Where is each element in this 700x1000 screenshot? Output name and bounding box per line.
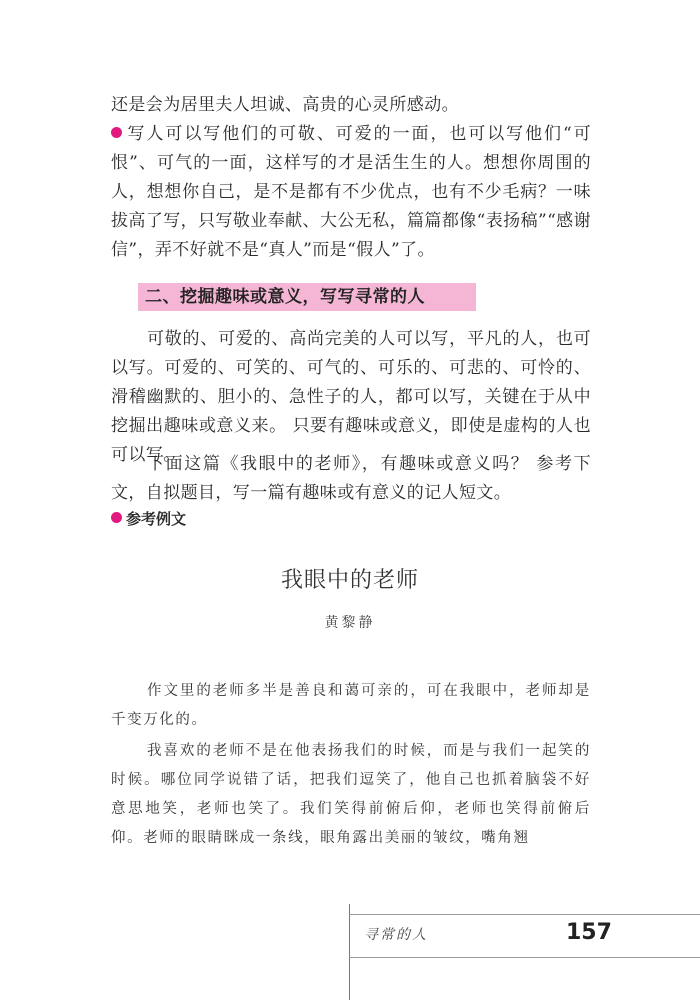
essay-author: 黄黎静 — [324, 615, 376, 631]
paragraph-text: 写人可以写他们的可敬、可爱的一面，也可以写他们“可恨”、可气的一面，这样写的才是活生生的人。想想你周围的人，想想你自己，是不是都有不少优点，也有不少毛病？一味拔高了写，只写敬业奉献、大公无私，篇篇都像“表扬稿”“感谢信”，弄不好就不是“真人”而是“假人”了。 — [111, 124, 591, 260]
footer-rule — [349, 957, 700, 958]
paragraph-write-real-people — [111, 120, 591, 265]
bullet-icon — [111, 127, 122, 138]
paragraph-assignment: 下面这篇《我眼中的老师》，有趣味或意义吗？ 参考下文，自拟题目，写一篇有趣味或有意义的记人短文。 — [111, 454, 591, 503]
reference-label: 参考例文 — [111, 508, 186, 530]
bullet-icon — [111, 512, 122, 523]
page-number: 157 — [566, 920, 612, 945]
footer-divider — [349, 904, 350, 1000]
paragraph-curie: 还是会为居里夫人坦诚、高贵的心灵所感动。 — [111, 95, 459, 115]
paragraph-ordinary-people: 可敬的、可爱的、高尚完美的人可以写，平凡的人，也可以写。可爱的、可笑的、可气的、可乐的、可悲的、可怜的、滑稽幽默的、胆小的、急性子的人，都可以写，关键在于从中挖掘出趣味或意义来。 只要有趣味或意义，即使是虚构的人也可以写。 — [111, 329, 591, 465]
footer-rule — [349, 914, 700, 915]
essay-paragraph-1: 作文里的老师多半是善良和蔼可亲的，可在我眼中，老师却是千变万化的。 — [111, 683, 591, 728]
essay-title: 我眼中的老师 — [280, 568, 419, 593]
essay-paragraph-2: 我喜欢的老师不是在他表扬我们的时候，而是与我们一起笑的时候。哪位同学说错了话，把我们逗笑了，他自己也抓着脑袋不好意思地笑，老师也笑了。我们笑得前俯后仰，老师也笑得前俯后仰。老师的眼睛眯成一条线，眼角露出美丽的皱纹，嘴角翘 — [111, 743, 591, 846]
footer-section-label: 寻常的人 — [364, 927, 428, 943]
section-heading: 二、挖掘趣味或意义，写写寻常的人 — [145, 287, 425, 307]
